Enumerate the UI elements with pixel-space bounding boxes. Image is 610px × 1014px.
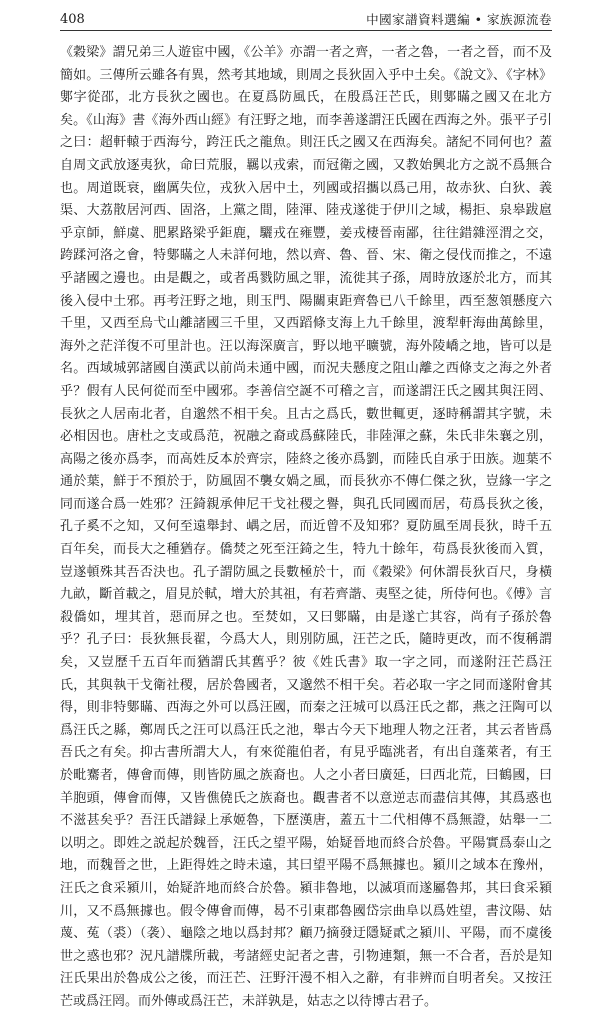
body-paragraph: 《穀梁》謂兄弟三人遊宦中國，《公羊》亦謂一者之齊，一者之魯，一者之晉，而不及簡如。三傳所云雖各有異，然考其地域，則周之長狄固入乎中土矣。《說文》、《字林》鄋字從邵，北方長狄之國也。在夏爲防風氏，在殷爲汪芒氏，則鄋瞞之國又在北方矣。《山海》書《海外西山經》有汪野之地，而李善遂謂汪氏國在西海之外。張平子引之曰：超軒轅于西海兮，跨汪氏之龍魚。則汪氏之國又在西海矣。諸紀不同何也？蓋自周文武放逐夷狄，命曰荒服，羈以戎索，而冠衛之國，又教始興北方之説不爲無合也。周道既衰，幽厲失位，戎狄入居中土，列國或招攜以爲己用，故赤狄、白狄、義渠、大荔散居河西、固洛，上黨之間，陸渾、陸戎遂徙于伊川之域，楊拒、泉皋跋扈乎京師，鮮虞、肥累路梁乎鉅鹿，驪戎在雍豐，姜戎棲晉南鄙，往往錯雜涇渭之交，跨蹂河洛之會，特鄋瞞之人未詳何地，然以齊、魯、晉、宋、衛之侵伐而推之，不遠乎諸國之邊也。由是觀之，或者禹戮防風之罪，流徙其子孫，周時放逐於北方，而其後入侵中土邪。再考汪野之地，則玉門、陽關東距齊魯已八千餘里，西至葱領懸度六千里，又西至烏弋山離諸國三千里，又西蹈條支海上九千餘里，渡犁軒海曲萬餘里，海外之茫洋復不可里計也。汪以海深廣言，野以地平曠號，海外陵嶠之地，皆可以是名。西域城郭諸國自漢武以前尚未通中國，而況夫懸度之阻山離之西條支之海之外者乎？假有人民何從而至中國邪。李善信空誕不可稽之言，而遂謂汪氏之國其與汪罔、長狄之人居南北者，自邈然不相干矣。且古之爲氏，數世輒更，逐時稱謂其字號，未必相因也。唐杜之支或爲范，祝融之裔或爲蘇陸氏，非陸渾之蘇，朱氏非朱襄之別，高陽之後亦爲李，而高姓反本於齊宗，陸終之後亦爲劉，而陸氏自承于田族。迦葉不通於葉，鮮于不預於于，防風固不襲女媧之風，而長狄亦不傳仁傑之狄，豈緣一字之同而遂合爲一姓邪？汪錡親承伸尼干戈社稷之譽，與孔氏同國而居，苟爲長狄之後，孔子奚不之知，又何至遠舉封、嵎之居，而近曾不及知邪？夏防風至周長狄，時千五百年矣，而長大之種猶存。僑焚之死至汪錡之生，特九十餘年，苟爲長狄後而入質，豈遂頓殊其吾否決也。孔子謂防風之長數極於十，而《穀梁》何休謂長狄百尺，身橫九畝，斷首載之，眉見於軾，增大於其祖，有若齊諧、夷堅之徒，所侍何也。《傅》言殺僑如，埋其首，惡而屏之也。至焚如，又曰鄋瞞，由是遂亡其容，尚有子孫於魯乎？孔子曰：長狄無長翟，今爲大人，則別防風，汪芒之氏，隨時更改，而不復稱謂矣，又豈歷千五百年而猶謂氏其舊乎？彼《姓氏書》取一字之同，而遂附汪芒爲汪氏，其與執干戈衛社稷，居於魯國者，又邈然不相干矣。若必取一字之同而遂附會其得，則非特鄋瞞、西海之外可以爲汪國，而秦之汪城可以爲汪氏之都，燕之汪陶可以爲汪氏之縣，鄭周氏之汪可以爲汪氏之池，舉古今天下地理人物之汪者，其云者皆爲吾氏之有矣。抑古書所謂大人，有來從龍伯者，有見乎臨洮者，有出自蓬萊者，有王於毗騫者，傳會而傳，則皆防風之族裔也。人之小者曰廣延，曰西北荒，曰鶴國，曰羊胞頭，傳會而傳，又皆僬僥氏之族裔也。觀書者不以意逆志而盡信其傳，其爲惑也不滋甚矣乎？吾汪氏譜録上承姬魯，下歷漢唐，蓋五十二代相傳不爲無證，姑舉一二以明之。即姓之説起於魏晉，汪氏之望平陽，始疑晉地而終合於魯。平陽實爲泰山之地，而魏晉之世，上距得姓之時未遠，其曰望平陽不爲無據也。潁川之域本在豫州，汪氏之食采潁川，始疑許地而終合於魯。潁非魯地，以滅項而遂屬魯邦，其曰食采潁川，又不爲無據也。假令傳會而傳，曷不引東郡魯國岱宗曲阜以爲姓望，書汶陽、姑蔑、菟（裘）（袭）、龜陰之地以爲封邦？顧乃摘發迂隱疑貳之潁川、平陽，而不虞後世之惑也邪？況凡譜牒所載，考諸經史記者之書，引物連類，無一不合者，吾於是知汪氏果出於魯成公之後，而汪芒、汪野汗漫不相入之辭，有非辨而自明者矣。又按汪芒或爲汪罔。而外傳或爲汪芒，未詳孰是，姑志之以待博古君子。 — [60, 45, 552, 1009]
running-title: 中國家譜資料選編 • 家族源流卷 — [366, 12, 552, 27]
page-number: 408 — [60, 12, 85, 27]
body-text — [60, 42, 552, 1014]
page-header — [60, 12, 552, 31]
